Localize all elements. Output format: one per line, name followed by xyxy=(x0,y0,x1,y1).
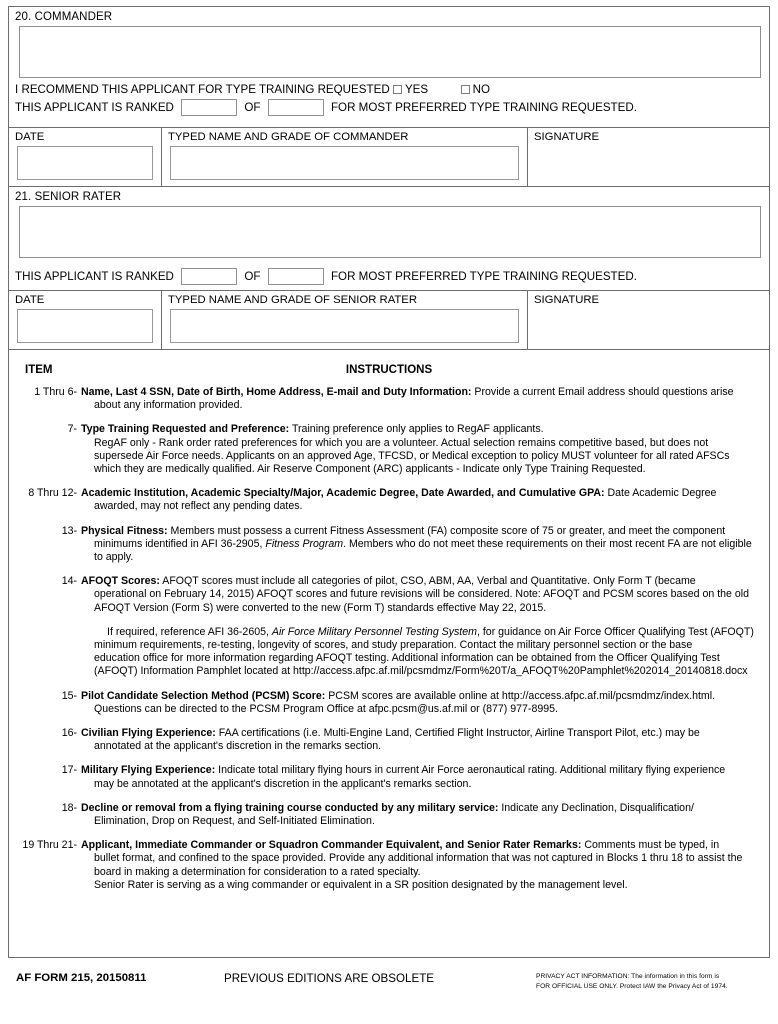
commander-date-cell xyxy=(9,128,161,186)
instructions-main-header: INSTRUCTIONS xyxy=(345,364,433,376)
instruction-entry-number: 13- xyxy=(61,524,77,537)
instruction-entry-body xyxy=(81,802,763,828)
instruction-entry-first-line: Applicant, Immediate Commander or Squadron Commander Equivalent, and Senior Rater Remarks: Comments must be typed, in xyxy=(81,839,720,852)
instruction-entry xyxy=(15,575,763,678)
commander-signature-row xyxy=(8,128,770,187)
senior-rater-date-label: DATE xyxy=(15,294,45,306)
instruction-entry xyxy=(15,802,763,828)
instruction-entry-first-line: Civilian Flying Experience: FAA certifications (i.e. Multi-Engine Land, Certified Flight Instructor, Airline Transport Pilot, etc.) may be xyxy=(81,727,700,740)
instruction-entry-first-line: Type Training Requested and Preference: Training preference only applies to RegAF applicants. xyxy=(81,423,544,436)
senior-rater-rank-position-input[interactable] xyxy=(181,268,237,285)
instruction-entry-first-line: Pilot Candidate Selection Method (PCSM) Score: PCSM scores are available online at http://access.afpc.af.mil/pcsmdmz/index.html. xyxy=(81,689,716,702)
commander-no-checkbox[interactable] xyxy=(461,85,470,94)
commander-recommend-line xyxy=(9,83,769,97)
senior-rater-ranked-suffix: FOR MOST PREFERRED TYPE TRAINING REQUESTED. xyxy=(330,270,637,283)
instruction-entry-title: Pilot Candidate Selection Method (PCSM) Score: xyxy=(81,689,326,702)
instruction-entry-number: 17- xyxy=(61,764,77,777)
commander-ranked-suffix: FOR MOST PREFERRED TYPE TRAINING REQUESTED. xyxy=(330,100,637,114)
commander-yes-checkbox[interactable] xyxy=(393,85,402,94)
italic-reference-title: Fitness Program xyxy=(265,537,344,550)
instruction-entry-number: 14- xyxy=(61,575,77,588)
instructions-item-header: ITEM xyxy=(25,364,53,376)
instruction-entry-number: 15- xyxy=(61,689,77,702)
instruction-entry-first-line: AFOQT Scores: AFOQT scores must include all categories of pilot, CSO, ABM, AA, Verbal and Quantitative. Only Form T (became xyxy=(81,575,696,588)
instruction-entry-body xyxy=(81,386,763,412)
instruction-entry xyxy=(15,839,763,892)
instruction-entry-subparagraph-line: (AFOQT) Information Pamphlet located at http://access.afpc.af.mil/pcsmdmz/Form%20T/a_AFOQT%20Pamphlet%202014_20140818.docx xyxy=(94,665,748,678)
commander-date-input[interactable] xyxy=(17,146,153,180)
instruction-entry-body xyxy=(81,575,763,678)
instruction-entry-line: to apply. xyxy=(94,551,134,564)
form-id-label: AF FORM 215, 20150811 xyxy=(16,972,147,984)
instruction-entry-title: Civilian Flying Experience: xyxy=(81,727,216,740)
commander-ranked-line xyxy=(9,99,769,116)
instruction-entry-number: 1 Thru 6- xyxy=(34,386,77,398)
instruction-entry-line: which they are medically qualified. Air Reserve Component (ARC) applicants - Indicate only Type Training Requested. xyxy=(94,463,646,476)
af-form-215-page xyxy=(8,6,770,1014)
senior-rater-name-label: TYPED NAME AND GRADE OF SENIOR RATER xyxy=(168,294,417,306)
instruction-entry-number: 16- xyxy=(61,727,77,740)
section-commander xyxy=(8,6,770,128)
instruction-entry-line: Questions can be directed to the PCSM Program Office at afpc.pcsm@us.af.mil or (877) 977-8995. xyxy=(94,702,558,715)
instructions-entry-list xyxy=(15,386,763,892)
instruction-entry-first-line: Decline or removal from a flying training course conducted by any military service: Indicate any Declination, Disqualification/ xyxy=(81,801,694,814)
instruction-entry xyxy=(15,525,763,565)
commander-yes-label: YES xyxy=(404,83,429,96)
senior-rater-section-title: 21. SENIOR RATER xyxy=(15,191,122,203)
instruction-entry-body xyxy=(81,525,763,565)
instruction-entry-number: 8 Thru 12- xyxy=(28,487,77,500)
commander-ranked-prefix: THIS APPLICANT IS RANKED xyxy=(15,100,174,114)
instruction-entry xyxy=(15,727,763,753)
instruction-entry-number: 7- xyxy=(67,423,77,436)
privacy-line-2: FOR OFFICIAL USE ONLY. Protect IAW the Privacy Act of 1974. xyxy=(536,983,728,990)
commander-rank-position-input[interactable] xyxy=(181,99,237,116)
instruction-entry-line: about any information provided. xyxy=(94,399,243,412)
instruction-entry-first-line: Name, Last 4 SSN, Date of Birth, Home Address, E-mail and Duty Information: Provide a current Email address should questions arise xyxy=(81,386,734,398)
commander-remarks-input[interactable] xyxy=(19,26,761,78)
privacy-line-1: PRIVACY ACT INFORMATION: The information in this form is xyxy=(536,973,720,980)
senior-rater-name-input[interactable] xyxy=(170,309,519,343)
instruction-entry-line: may be annotated at the applicant's discretion in the applicant's remarks section. xyxy=(94,777,472,790)
instruction-entry-number: 18- xyxy=(61,801,77,814)
instruction-entry-title: Physical Fitness: xyxy=(81,524,168,537)
instruction-entry xyxy=(15,764,763,790)
instruction-entry xyxy=(15,423,763,476)
instruction-entry-line: AFOQT Version (Form S) were converted to the new (Form T) standards effective May 22, 2015. xyxy=(94,601,547,614)
instruction-entry-title: Name, Last 4 SSN, Date of Birth, Home Address, E-mail and Duty Information: xyxy=(81,386,472,398)
commander-signature-cell[interactable] xyxy=(527,128,769,186)
instruction-entry-title: Type Training Requested and Preference: xyxy=(81,423,290,436)
instruction-entry-line: minimums identified in AFI 36-2905, Fitness Program. Members who do not meet these requirements on their most recent FA are not eligible xyxy=(94,537,752,550)
commander-name-input[interactable] xyxy=(170,146,519,180)
senior-rater-ranked-prefix: THIS APPLICANT IS RANKED xyxy=(15,270,174,283)
instruction-entry-body xyxy=(81,839,763,892)
commander-section-title: 20. COMMANDER xyxy=(15,11,113,23)
senior-rater-ranked-of: OF xyxy=(244,270,261,283)
instruction-entry xyxy=(15,487,763,513)
instruction-entry-line: board in making a determination for consideration to a rated specialty. xyxy=(94,865,421,878)
commander-recommend-label: I RECOMMEND THIS APPLICANT FOR TYPE TRAINING REQUESTED xyxy=(15,83,390,96)
senior-rater-date-input[interactable] xyxy=(17,309,153,343)
instruction-entry-number: 19 Thru 21- xyxy=(22,839,77,852)
instructions-section xyxy=(8,350,770,958)
senior-rater-signature-row xyxy=(8,291,770,350)
senior-rater-ranked-line xyxy=(9,268,769,285)
privacy-act-notice xyxy=(536,972,728,992)
previous-editions-label: PREVIOUS EDITIONS ARE OBSOLETE xyxy=(224,972,435,985)
instruction-entry-body xyxy=(81,764,763,790)
section-senior-rater xyxy=(8,187,770,291)
instruction-entry-line: awarded, may not reflect any pending dates. xyxy=(94,500,303,513)
instruction-entry-line: Senior Rater is serving as a wing commander or equivalent in a SR position designated by the management level. xyxy=(94,878,628,891)
senior-rater-signature-label: SIGNATURE xyxy=(534,294,600,306)
instruction-entry-first-line: Military Flying Experience: Indicate total military flying hours in current Air Force aeronautical rating. Additional military flying experience xyxy=(81,764,726,777)
instruction-entry-body xyxy=(81,487,763,513)
instruction-entry-title: AFOQT Scores: xyxy=(81,575,160,588)
instruction-entry-line: annotated at the applicant's discretion in the remarks section. xyxy=(94,740,382,753)
instruction-entry-first-line: Physical Fitness: Members must possess a current Fitness Assessment (FA) composite score of 75 or greater, and meet the component xyxy=(81,524,726,537)
commander-no-label: NO xyxy=(472,83,491,96)
instruction-entry xyxy=(15,386,763,412)
instructions-headers xyxy=(15,364,763,386)
senior-rater-remarks-input[interactable] xyxy=(19,206,761,258)
instruction-entry-subparagraph-line: If required, reference AFI 36-2605, Air Force Military Personnel Testing System, for guidance on Air Force Officer Qualifying Test (AFOQT) xyxy=(107,625,754,638)
senior-rater-date-cell xyxy=(9,291,161,349)
italic-reference-title: Air Force Military Personnel Testing System xyxy=(271,625,477,638)
commander-signature-label: SIGNATURE xyxy=(534,131,600,143)
commander-ranked-of: OF xyxy=(244,100,261,114)
instruction-entry-subparagraph-line: minimum requirements, re-testing, longevity of scores, and study preparation. Contact the military personnel section or the base xyxy=(94,639,693,652)
senior-rater-name-cell xyxy=(161,291,527,349)
instruction-entry-title: Military Flying Experience: xyxy=(81,764,216,777)
instruction-entry-body xyxy=(81,727,763,753)
instruction-entry-line: supersede Air Force needs. Applicants on an approved Age, TFCSD, or Medical exception to policy MUST volunteer for all rated AFSCs xyxy=(94,449,730,462)
commander-name-cell xyxy=(161,128,527,186)
instruction-entry-line: RegAF only - Rank order rated preferences for which you are a volunteer. Actual selection remains competitive based, but does not xyxy=(94,436,709,449)
instruction-entry-line: operational on February 14, 2015) AFOQT scores and future revisions will be considered. Note: AFOQT and PCSM scores based on the old xyxy=(94,588,749,601)
commander-rank-total-input[interactable] xyxy=(268,99,324,116)
instruction-entry-line: Elimination, Drop on Request, and Self-Initiated Elimination. xyxy=(94,815,375,828)
commander-date-label: DATE xyxy=(15,131,45,143)
instruction-entry-title: Academic Institution, Academic Specialty/Major, Academic Degree, Date Awarded, and Cumulative GPA: xyxy=(81,487,605,500)
senior-rater-rank-total-input[interactable] xyxy=(268,268,324,285)
instruction-entry xyxy=(15,690,763,716)
senior-rater-signature-cell[interactable] xyxy=(527,291,769,349)
instruction-entry-title: Applicant, Immediate Commander or Squadron Commander Equivalent, and Senior Rater Remarks: xyxy=(81,839,582,852)
instruction-entry-first-line: Academic Institution, Academic Specialty/Major, Academic Degree, Date Awarded, and Cumulative GPA: Date Academic Degree xyxy=(81,487,717,500)
instruction-entry-body xyxy=(81,690,763,716)
instruction-entry-line: bullet format, and confined to the space provided. Provide any additional information that was not captured in Blocks 1 thru 18 to assist the xyxy=(94,852,743,865)
instruction-entry-title: Decline or removal from a flying training course conducted by any military service: xyxy=(81,801,499,814)
instruction-entry-subparagraph-line: education office for more information regarding AFOQT testing. Additional information can be obtained from the Officer Qualifying Test xyxy=(94,652,720,665)
instruction-entry-body xyxy=(81,423,763,476)
commander-name-label: TYPED NAME AND GRADE OF COMMANDER xyxy=(168,131,409,143)
form-footer xyxy=(8,968,770,1012)
